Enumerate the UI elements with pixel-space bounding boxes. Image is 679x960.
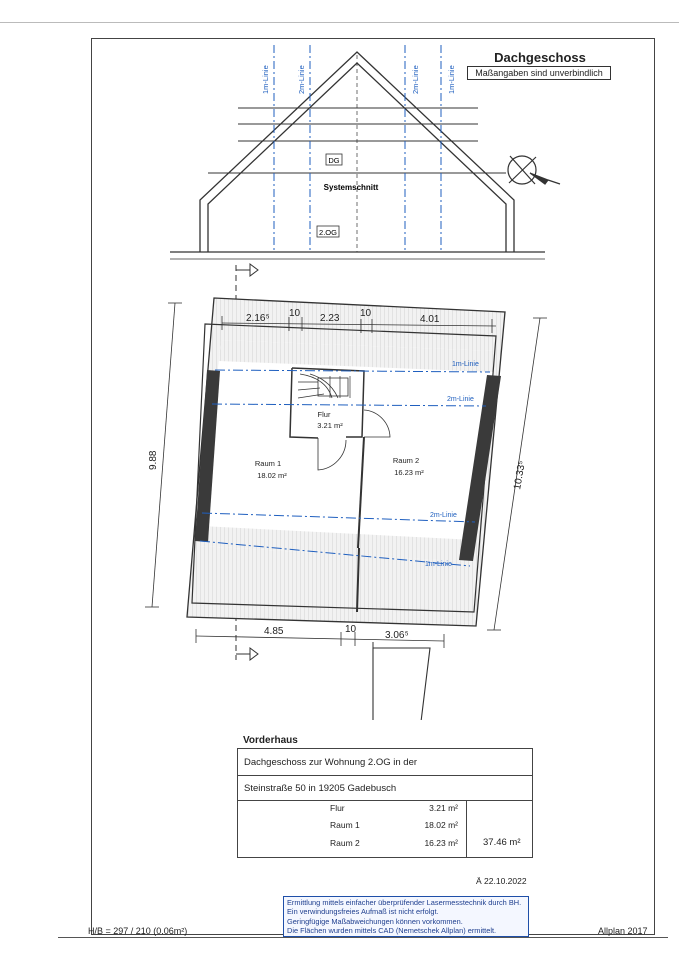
area-list: [238, 800, 467, 857]
room-2-area: 16.23 m²: [394, 468, 424, 477]
summary-heading: Vorderhaus: [243, 735, 298, 746]
dim-left: 9.88: [148, 450, 159, 470]
room-flur-area: 3.21 m²: [317, 421, 343, 430]
plan-line-label: 1m-Linie: [425, 561, 452, 568]
dim-bottom: 10: [345, 624, 357, 635]
plan-line-label: 2m-Linie: [447, 396, 474, 403]
dim-right: 10.33⁵: [512, 459, 529, 491]
plan-line-label: 1m-Linie: [452, 361, 479, 368]
room-1-area: 18.02 m²: [257, 471, 287, 480]
section-line-label: 1m-Linie: [261, 65, 270, 94]
page-subtitle: Maßangaben sind unverbindlich: [467, 66, 611, 80]
annex-outline: [373, 648, 430, 720]
measurement-note: [283, 896, 529, 937]
footer-format: H/B = 297 / 210 (0.06m²): [88, 926, 188, 936]
note-line: Ermittlung mittels einfacher überprüfender Lasermesstechnik durch BH.: [287, 898, 522, 907]
divider: [238, 775, 532, 776]
section-line-label: 2m-Linie: [297, 65, 306, 94]
summary-line-2: Steinstraße 50 in 19205 Gadebusch: [244, 783, 397, 794]
dim-bottom: 3.06⁵: [385, 630, 409, 641]
summary-line-1: Dachgeschoss zur Wohnung 2.OG in der: [244, 757, 418, 768]
dim-top: 10: [360, 308, 372, 319]
page-title: Dachgeschoss: [494, 50, 586, 65]
area-item-value: 3.21 m²: [429, 803, 458, 813]
revision-date: Ä 22.10.2022: [476, 876, 527, 886]
plan-line-label: 2m-Linie: [430, 512, 457, 519]
note-line: Die Flächen wurden mittels CAD (Nemetschek Allplan) ermittelt.: [287, 925, 497, 935]
room-flur-name: Flur: [317, 410, 331, 419]
dim-top: 4.01: [420, 314, 440, 325]
area-item-name: Flur: [330, 803, 345, 813]
note-line: Ein verwindungsfreies Aufmaß ist nicht erfolgt.: [287, 907, 439, 917]
room-1-name: Raum 1: [254, 459, 282, 468]
footer-software: Allplan 2017: [598, 926, 648, 936]
section-roof: [170, 52, 545, 259]
dim-bottom: 4.85: [264, 626, 284, 637]
bottom-rule: [58, 937, 668, 938]
section-beams: [208, 55, 506, 252]
dim-top: 2.16⁵: [246, 313, 270, 324]
note-line: Geringfügige Maßabweichungen können vorkommen.: [287, 916, 463, 926]
summary-table: [237, 748, 533, 858]
section-line-label: 2m-Linie: [411, 65, 420, 94]
area-item-name: Raum 2: [330, 838, 360, 848]
area-total: 37.46 m²: [483, 837, 521, 848]
area-item-value: 16.23 m²: [424, 838, 458, 848]
section-line-label: 1m-Linie: [447, 65, 456, 94]
room-2-name: Raum 2: [392, 456, 420, 465]
dim-top: 2.23: [320, 313, 340, 324]
north-arrow-icon: [508, 156, 560, 184]
dim-top: 10: [289, 308, 301, 319]
section-label: Systemschnitt: [323, 183, 379, 192]
area-item-name: Raum 1: [330, 820, 360, 830]
section-level-dg: DG: [328, 156, 340, 165]
section-level-2og: 2.OG: [319, 228, 337, 237]
area-item-value: 18.02 m²: [424, 820, 458, 830]
